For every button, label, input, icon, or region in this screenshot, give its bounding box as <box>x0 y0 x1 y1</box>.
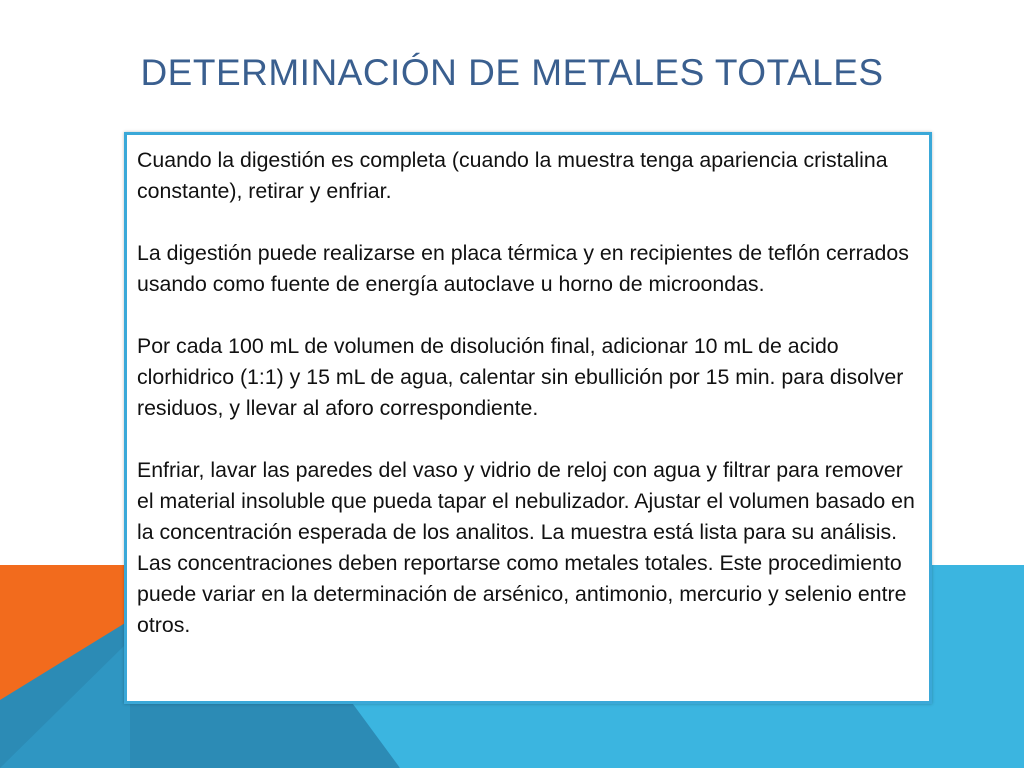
content-box <box>124 132 932 704</box>
paragraph-filtering: Enfriar, lavar las paredes del vaso y vidrio de reloj con agua y filtrar para remover el material insoluble que pueda tapar el nebulizador. Ajustar el volumen basado en la concentración esperada de los analitos. La muestra está lista para su análisis. Las concentraciones deben reportarse como metales totales. Este procedimiento puede variar en la determinación de arsénico, antimonio, mercurio y selenio entre otros. <box>137 458 915 637</box>
paragraph-digestion-methods: La digestión puede realizarse en placa térmica y en recipientes de teflón cerrados usando como fuente de energía autoclave u horno de microondas. <box>137 241 909 296</box>
paragraph-dilution: Por cada 100 mL de volumen de disolución final, adicionar 10 mL de acido clorhidrico (1:1) y 15 mL de agua, calentar sin ebullición por 15 min. para disolver residuos, y llevar al aforo correspondiente. <box>137 334 904 420</box>
bottom-light-blue-wedge <box>320 700 1024 768</box>
slide-title: DETERMINACIÓN DE METALES TOTALES <box>140 52 884 93</box>
paragraph-digestion-complete: Cuando la digestión es completa (cuando la muestra tenga apariencia cristalina constante), retirar y enfriar. <box>137 148 888 203</box>
